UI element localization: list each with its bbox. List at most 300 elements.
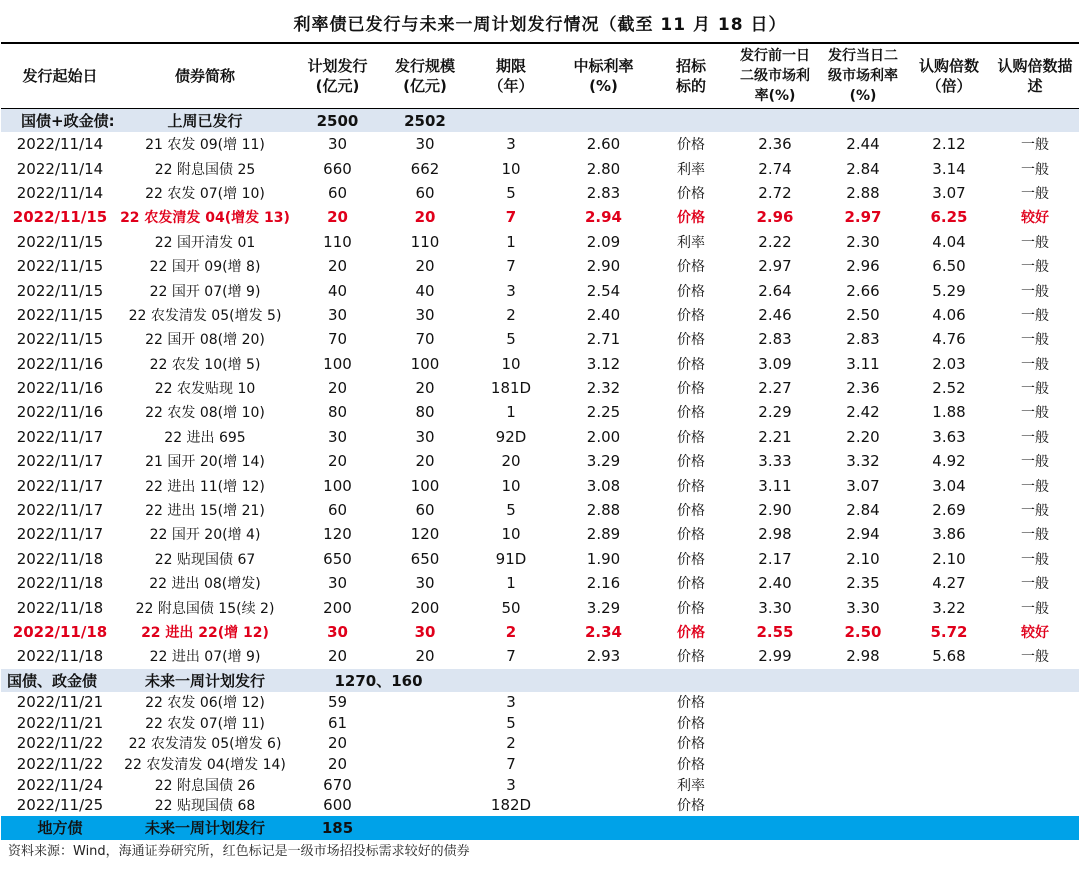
table-row: [1, 692, 1079, 713]
col-header-pre-rate: 发行前一日 二级市场利 率(%): [731, 43, 819, 109]
cell-same-rate: 2.84: [846, 501, 880, 520]
empty-cell: [731, 816, 819, 840]
cell-name: 22 贴现国债 67: [154, 551, 256, 568]
table-row: [1, 230, 1079, 254]
cell-scale: 20: [414, 208, 436, 227]
cell-plan: 61: [327, 713, 348, 732]
cell-term: 7: [506, 755, 516, 773]
cell-bid: 价格: [677, 429, 705, 446]
cell-same-rate: 2.35: [846, 574, 880, 593]
table-row: [1, 156, 1079, 180]
cell-term: 2: [506, 305, 516, 324]
cell-scale: [384, 712, 466, 733]
source-note: 资料来源：Wind，海通证券研究所，红色标记是一级市场招投标需求较好的债券: [8, 843, 470, 859]
cell-same-rate: 2.98: [846, 647, 880, 666]
cell-desc: [991, 774, 1079, 795]
cell-plan: 120: [323, 525, 352, 544]
cell-desc: 一般: [1021, 478, 1049, 495]
table-row: [1, 595, 1079, 619]
cell-date: 2022/11/18: [16, 549, 104, 568]
cell-rate: 2.89: [586, 525, 621, 544]
section-plan-total: 2500: [291, 109, 384, 133]
col-header-multiple: 认购倍数 （倍）: [907, 43, 991, 109]
cell-scale: 70: [415, 330, 435, 349]
cell-date: 2022/11/17: [16, 476, 104, 495]
cell-same-rate: 2.97: [844, 208, 882, 227]
cell-bid: 价格: [677, 307, 705, 324]
cell-multiple: 6.25: [930, 208, 968, 227]
cell-plan: 70: [327, 330, 348, 349]
cell-multiple: [907, 712, 991, 733]
cell-plan: 30: [327, 427, 348, 446]
cell-plan: 60: [327, 183, 348, 202]
table-title: 利率债已发行与未来一周计划发行情况（截至 11 月 18 日）: [293, 15, 787, 35]
cell-term: 181D: [490, 379, 532, 398]
col-header-plan: 计划发行 (亿元): [291, 43, 384, 109]
cell-desc: [991, 733, 1079, 754]
cell-bid: 价格: [677, 356, 705, 373]
cell-scale: [384, 733, 466, 754]
cell-desc: [991, 795, 1079, 816]
col-header-scale: 发行规模 (亿元): [384, 43, 466, 109]
cell-pre-rate: 2.46: [758, 305, 792, 324]
cell-term: 7: [506, 647, 516, 666]
table-row: [1, 473, 1079, 497]
cell-same-rate: 2.42: [846, 403, 880, 422]
empty-cell: [651, 669, 731, 692]
cell-desc: 一般: [1021, 551, 1049, 568]
table-row: [1, 774, 1079, 795]
cell-rate: 2.83: [586, 183, 621, 202]
cell-plan: 59: [327, 692, 348, 711]
cell-name: 22 国开 09(增 8): [149, 259, 261, 276]
cell-multiple: 5.68: [932, 647, 966, 666]
cell-same-rate: 2.96: [846, 257, 880, 276]
cell-multiple: 2.69: [932, 501, 966, 520]
empty-cell: [651, 816, 731, 840]
cell-bid: 利率: [677, 777, 705, 794]
cell-date: 2022/11/18: [12, 623, 108, 641]
cell-multiple: 1.88: [932, 403, 966, 422]
cell-multiple: 3.63: [932, 427, 966, 446]
cell-desc: 一般: [1021, 332, 1049, 349]
table-row: [1, 754, 1079, 775]
cell-term: 7: [505, 208, 517, 227]
cell-date: 2022/11/17: [16, 452, 104, 471]
cell-rate: 3.12: [586, 354, 621, 373]
cell-date: 2022/11/15: [16, 305, 104, 324]
empty-cell: [556, 669, 651, 692]
table-row: [1, 303, 1079, 327]
cell-same-rate: [819, 733, 907, 754]
cell-same-rate: 2.10: [846, 549, 880, 568]
cell-date: 2022/11/16: [16, 379, 104, 398]
cell-bid: 价格: [677, 649, 705, 666]
col-header-date: 发行起始日: [1, 43, 119, 109]
cell-bid: 价格: [677, 715, 705, 732]
table-row: [1, 449, 1079, 473]
table-row: [1, 795, 1079, 816]
cell-scale: 100: [410, 354, 440, 373]
table-row: [1, 181, 1079, 205]
cell-rate: 2.32: [586, 379, 621, 398]
cell-name: 22 农发 06(增 12): [145, 694, 265, 711]
empty-cell: [556, 816, 651, 840]
cell-term: 3: [506, 281, 516, 300]
cell-rate: 3.29: [586, 598, 621, 617]
cell-name: 22 农发清发 05(增发 6): [128, 736, 282, 753]
cell-rate: 2.16: [586, 574, 621, 593]
cell-plan: 60: [327, 501, 348, 520]
cell-name: 22 进出 22(增 12): [141, 625, 269, 641]
empty-cell: [384, 816, 466, 840]
cell-term: 20: [501, 452, 521, 471]
cell-scale: 100: [410, 476, 440, 495]
cell-pre-rate: 2.21: [758, 427, 792, 446]
cell-rate: 2.25: [586, 403, 621, 422]
cell-name: 21 农发 09(增 11): [145, 137, 265, 154]
empty-cell: [466, 816, 556, 840]
cell-bid: 价格: [677, 210, 705, 227]
cell-same-rate: 2.30: [846, 232, 880, 251]
cell-scale: 200: [410, 598, 440, 617]
cell-term: 5: [506, 501, 516, 520]
cell-pre-rate: 3.11: [758, 476, 792, 495]
empty-cell: [907, 816, 991, 840]
cell-plan: 110: [323, 232, 352, 251]
section-label: 未来一周计划发行: [119, 816, 291, 840]
cell-desc: 一般: [1021, 137, 1049, 154]
cell-term: 10: [501, 476, 521, 495]
cell-scale: [384, 754, 466, 775]
cell-term: 10: [501, 525, 521, 544]
cell-term: 3: [506, 775, 516, 794]
cell-same-rate: 2.88: [846, 183, 880, 202]
cell-pre-rate: [731, 795, 819, 816]
cell-desc: [991, 692, 1079, 713]
cell-date: 2022/11/21: [16, 713, 104, 732]
cell-name: 22 国开 08(增 20): [145, 332, 265, 349]
cell-date: 2022/11/15: [16, 330, 104, 349]
cell-same-rate: [819, 774, 907, 795]
cell-bid: 价格: [677, 694, 705, 711]
cell-bid: 价格: [677, 137, 705, 154]
cell-scale: 30: [415, 427, 435, 446]
cell-rate: 2.90: [586, 257, 621, 276]
cell-scale: 110: [410, 232, 440, 251]
cell-desc: 一般: [1021, 454, 1049, 471]
cell-plan: 20: [327, 755, 348, 773]
table-row: [1, 132, 1079, 156]
col-header-bid: 招标 标的: [651, 43, 731, 109]
cell-date: 2022/11/16: [16, 354, 104, 373]
cell-multiple: 4.76: [932, 330, 966, 349]
cell-bid: 价格: [677, 600, 705, 617]
cell-date: 2022/11/14: [16, 159, 104, 178]
cell-pre-rate: 2.17: [758, 549, 792, 568]
empty-cell: [991, 816, 1079, 840]
cell-date: 2022/11/17: [16, 427, 104, 446]
table-row: [1, 547, 1079, 571]
cell-same-rate: [819, 795, 907, 816]
cell-name: 22 进出 695: [164, 429, 246, 446]
cell-pre-rate: 2.97: [758, 257, 792, 276]
cell-scale: 20: [415, 647, 435, 666]
cell-desc: 一般: [1021, 649, 1049, 666]
cell-multiple: 4.04: [932, 232, 966, 251]
section-plan-total: 185: [291, 816, 384, 840]
cell-date: 2022/11/16: [16, 403, 104, 422]
cell-plan: 20: [327, 379, 348, 398]
cell-name: 22 国开清发 01: [154, 234, 256, 251]
cell-pre-rate: 2.99: [758, 647, 792, 666]
section-row-local-bonds: [1, 816, 1079, 840]
cell-pre-rate: 2.74: [758, 159, 792, 178]
cell-multiple: 4.92: [932, 452, 966, 471]
cell-scale: [384, 692, 466, 713]
cell-multiple: 4.06: [932, 305, 966, 324]
cell-desc: 一般: [1021, 185, 1049, 202]
cell-scale: 30: [415, 135, 435, 154]
cell-plan: 80: [327, 403, 348, 422]
cell-multiple: 3.22: [932, 598, 966, 617]
cell-scale: 80: [415, 403, 435, 422]
cell-multiple: 3.07: [932, 183, 966, 202]
cell-pre-rate: [731, 712, 819, 733]
cell-bid: 价格: [677, 625, 705, 641]
cell-term: 5: [506, 330, 516, 349]
cell-rate: 3.29: [586, 452, 621, 471]
cell-name: 22 进出 07(增 9): [149, 649, 261, 666]
cell-date: 2022/11/24: [16, 775, 104, 794]
cell-bid: 价格: [677, 185, 705, 202]
cell-date: 2022/11/15: [16, 281, 104, 300]
cell-rate: [556, 754, 651, 775]
section-category: 国债+政金债:: [1, 109, 119, 133]
header-row: [1, 43, 1079, 109]
cell-bid: 价格: [677, 736, 705, 753]
cell-term: 182D: [490, 796, 532, 815]
cell-plan: 100: [323, 354, 352, 373]
cell-plan: 30: [327, 305, 348, 324]
cell-desc: 较好: [1021, 210, 1049, 227]
cell-rate: [556, 692, 651, 713]
cell-date: 2022/11/15: [12, 208, 108, 227]
table-row: [1, 425, 1079, 449]
cell-pre-rate: 2.27: [758, 379, 792, 398]
cell-same-rate: 3.07: [846, 476, 880, 495]
cell-multiple: [907, 795, 991, 816]
cell-bid: 价格: [677, 381, 705, 398]
cell-date: 2022/11/15: [16, 257, 104, 276]
cell-desc: [991, 712, 1079, 733]
cell-pre-rate: [731, 754, 819, 775]
cell-rate: 2.34: [584, 623, 622, 641]
table-row: [1, 733, 1079, 754]
cell-rate: 2.93: [586, 647, 621, 666]
cell-pre-rate: 2.29: [758, 403, 792, 422]
cell-bid: 价格: [677, 405, 705, 422]
empty-cell: [907, 669, 991, 692]
cell-term: 10: [501, 354, 521, 373]
cell-rate: 2.54: [586, 281, 621, 300]
cell-name: 22 附息国债 25: [154, 161, 256, 178]
cell-desc: 一般: [1021, 429, 1049, 446]
cell-desc: 一般: [1021, 381, 1049, 398]
cell-scale: 40: [415, 281, 435, 300]
cell-plan: 20: [327, 208, 348, 227]
table-row: [1, 571, 1079, 595]
cell-bid: 价格: [677, 503, 705, 520]
table-row: [1, 620, 1079, 644]
cell-term: 5: [506, 713, 516, 732]
section-scale-total: 2502: [384, 109, 466, 133]
table-row: [1, 254, 1079, 278]
cell-scale: 30: [415, 305, 435, 324]
cell-name: 22 农发清发 04(增发 13): [120, 210, 290, 227]
col-header-name: 债券简称: [119, 43, 291, 109]
cell-multiple: 2.12: [932, 135, 966, 154]
cell-term: 3: [506, 692, 516, 711]
cell-name: 22 农发贴现 10: [154, 381, 256, 398]
cell-name: 22 农发 08(增 10): [145, 405, 265, 422]
cell-scale: 662: [410, 159, 440, 178]
cell-bid: 价格: [677, 527, 705, 544]
empty-cell: [466, 669, 556, 692]
cell-plan: 30: [327, 135, 348, 154]
cell-multiple: [907, 692, 991, 713]
cell-term: 92D: [495, 427, 527, 446]
cell-multiple: 4.27: [932, 574, 966, 593]
cell-bid: 价格: [677, 576, 705, 593]
cell-same-rate: 2.94: [846, 525, 880, 544]
cell-name: 22 农发清发 04(增发 14): [124, 757, 286, 773]
cell-term: 5: [506, 183, 516, 202]
cell-name: 22 国开 20(增 4): [149, 527, 261, 544]
bond-issuance-table: [1, 42, 1079, 840]
cell-plan: 670: [323, 775, 352, 794]
cell-multiple: 3.14: [932, 159, 966, 178]
section-category: 国债、政金债: [1, 669, 119, 692]
cell-date: 2022/11/22: [16, 734, 104, 753]
cell-date: 2022/11/25: [16, 796, 104, 815]
cell-name: 22 农发 10(增 5): [149, 356, 261, 373]
cell-rate: [556, 795, 651, 816]
cell-desc: 较好: [1021, 625, 1049, 641]
cell-pre-rate: 3.30: [758, 598, 792, 617]
cell-scale: 20: [415, 452, 435, 471]
table-row: [1, 376, 1079, 400]
cell-bid: 价格: [677, 478, 705, 495]
table-row: [1, 352, 1079, 376]
cell-plan: 30: [327, 574, 348, 593]
cell-rate: [556, 712, 651, 733]
cell-desc: 一般: [1021, 161, 1049, 178]
cell-pre-rate: 3.09: [758, 354, 792, 373]
cell-multiple: 3.86: [932, 525, 966, 544]
cell-date: 2022/11/18: [16, 574, 104, 593]
cell-date: 2022/11/21: [16, 692, 104, 711]
col-header-term: 期限 （年）: [466, 43, 556, 109]
cell-rate: 2.40: [586, 305, 621, 324]
cell-bid: 价格: [677, 798, 705, 815]
table-row: [1, 400, 1079, 424]
empty-cell: [991, 669, 1079, 692]
cell-plan: 20: [327, 647, 348, 666]
cell-bid: 价格: [677, 259, 705, 276]
cell-scale: 20: [415, 379, 435, 398]
cell-term: 1: [506, 403, 516, 422]
section-row-planned: [1, 669, 1079, 692]
cell-pre-rate: [731, 774, 819, 795]
cell-multiple: 2.03: [932, 354, 966, 373]
cell-pre-rate: [731, 733, 819, 754]
empty-cell: [819, 669, 907, 692]
section-label: 未来一周计划发行: [119, 669, 291, 692]
cell-date: 2022/11/22: [16, 755, 104, 773]
cell-same-rate: 2.36: [846, 379, 880, 398]
cell-pre-rate: 2.98: [758, 525, 792, 544]
cell-multiple: 2.52: [932, 379, 966, 398]
cell-scale: 120: [410, 525, 440, 544]
cell-rate: [556, 774, 651, 795]
table-row: [1, 712, 1079, 733]
cell-rate: 1.90: [586, 549, 621, 568]
section-label: 上周已发行: [119, 109, 291, 133]
cell-same-rate: 3.11: [846, 354, 880, 373]
cell-bid: 价格: [677, 551, 705, 568]
cell-same-rate: [819, 692, 907, 713]
table-row: [1, 205, 1079, 229]
cell-bid: 价格: [677, 454, 705, 471]
cell-pre-rate: 2.90: [758, 501, 792, 520]
cell-plan: 660: [323, 159, 352, 178]
cell-scale: 30: [415, 574, 435, 593]
cell-multiple: [907, 754, 991, 775]
cell-plan: 30: [327, 623, 348, 641]
cell-scale: 60: [415, 501, 435, 520]
cell-term: 1: [506, 232, 516, 251]
cell-name: 21 国开 20(增 14): [145, 454, 265, 471]
cell-rate: 2.71: [586, 330, 621, 349]
cell-pre-rate: 2.64: [758, 281, 792, 300]
cell-bid: 价格: [677, 283, 705, 300]
cell-bid: 价格: [677, 332, 705, 349]
cell-date: 2022/11/14: [16, 183, 104, 202]
cell-pre-rate: 2.83: [758, 330, 792, 349]
cell-same-rate: 2.20: [846, 427, 880, 446]
cell-name: 22 农发 07(增 10): [145, 185, 265, 202]
cell-scale: [384, 795, 466, 816]
table-row: [1, 498, 1079, 522]
cell-same-rate: 2.50: [846, 305, 880, 324]
cell-pre-rate: [731, 692, 819, 713]
cell-name: 22 附息国债 26: [154, 777, 256, 794]
cell-multiple: 2.10: [932, 549, 966, 568]
cell-multiple: [907, 774, 991, 795]
cell-term: 7: [506, 257, 516, 276]
cell-rate: 3.08: [586, 476, 621, 495]
cell-name: 22 进出 08(增发): [149, 576, 261, 593]
cell-date: 2022/11/14: [16, 135, 104, 154]
cell-same-rate: 2.83: [846, 330, 880, 349]
cell-plan: 20: [327, 257, 348, 276]
cell-name: 22 附息国债 15(续 2): [135, 600, 275, 617]
cell-name: 22 农发 07(增 11): [145, 715, 265, 732]
cell-same-rate: [819, 754, 907, 775]
cell-desc: 一般: [1021, 503, 1049, 520]
cell-desc: 一般: [1021, 259, 1049, 276]
